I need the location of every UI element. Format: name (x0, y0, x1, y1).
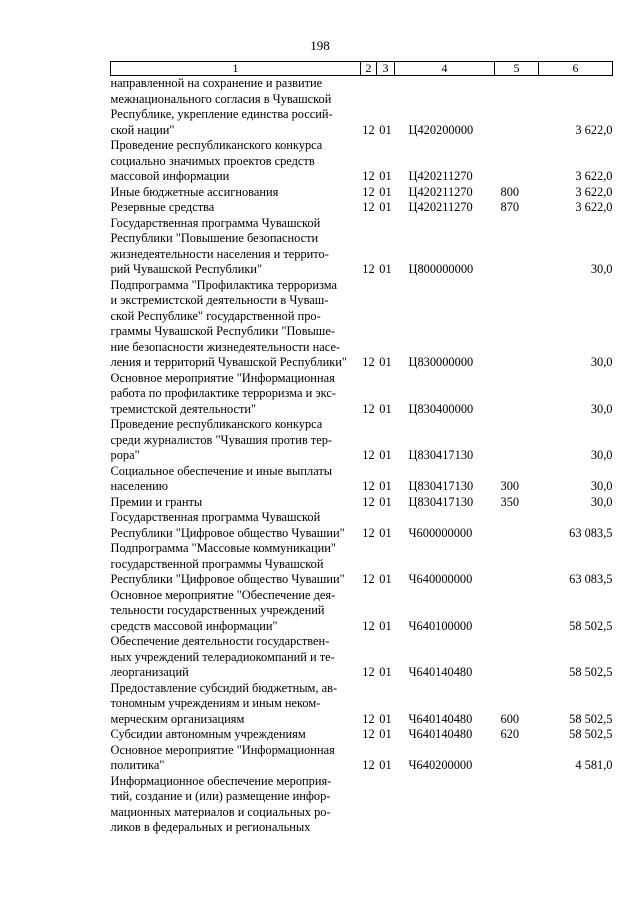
row-name-line: Предоставление субсидий бюджетным, ав- (110, 680, 338, 695)
row-target-article: Ч600000000 (408, 525, 473, 540)
row-section: 12 (362, 122, 375, 137)
table-row (111, 76, 613, 139)
table-row (111, 278, 613, 371)
row-name-line: Проведение республиканского конкурса (110, 138, 323, 152)
row-name-line: леорганизаций (110, 665, 189, 679)
row-subsection (377, 774, 395, 836)
row-amount: 58 502,5 (569, 711, 613, 726)
row-name (111, 76, 361, 139)
row-amount: 30,0 (590, 401, 613, 416)
row-expense-type: 870 (500, 200, 520, 214)
table-row (111, 588, 613, 635)
table-header (111, 62, 613, 76)
row-name-line: населению (110, 479, 168, 493)
row-name-line: политика" (110, 758, 165, 772)
row-name-line: социально значимых проектов средств (110, 153, 315, 168)
row-name-line: ления и территорий Чувашской Республики" (110, 355, 347, 369)
row-subsection: 01 (379, 169, 392, 183)
row-section: 12 (362, 711, 375, 726)
table-row (111, 216, 613, 278)
row-name-line: Иные бюджетные ассигнования (110, 184, 279, 199)
row-section: 12 (362, 262, 375, 276)
row-target-article: Ч640100000 (408, 618, 473, 633)
header-row (111, 62, 613, 76)
row-target-article: Ц830400000 (408, 401, 474, 416)
table-row (111, 774, 613, 836)
row-name-line: и экстремистской деятельности в Чуваш- (110, 293, 329, 307)
row-name (111, 495, 361, 511)
row-amount: 58 502,5 (569, 727, 613, 741)
row-name-line: рора" (110, 448, 140, 462)
row-target-article: Ц830417130 (408, 479, 474, 493)
row-expense-type: 800 (500, 184, 520, 199)
row-name (111, 727, 361, 743)
row-name (111, 371, 361, 418)
row-target-article: Ц830417130 (408, 494, 474, 509)
row-name-line: Обеспечение деятельности государствен- (110, 634, 330, 648)
row-amount: 63 083,5 (569, 525, 613, 540)
row-target-article: Ц420211270 (408, 169, 473, 183)
row-section: 12 (362, 727, 375, 741)
row-name-line: ской нации" (110, 122, 175, 137)
row-expense-type (495, 774, 539, 836)
row-name-line: Основное мероприятие "Информационная (110, 370, 335, 385)
table-row (111, 464, 613, 495)
row-name (111, 417, 361, 464)
row-section: 12 (362, 401, 375, 416)
table-body (111, 76, 613, 836)
row-name-line: Информационное обеспечение мероприя- (110, 773, 332, 788)
row-name-line: Проведение республиканского конкурса (110, 417, 323, 431)
row-name-line: Основное мероприятие "Обеспечение дея- (110, 587, 336, 602)
row-amount: 30,0 (590, 355, 613, 369)
row-amount: 3 622,0 (575, 200, 613, 214)
row-subsection: 01 (379, 727, 392, 741)
row-amount: 3 622,0 (575, 122, 613, 137)
row-name-line: Резервные средства (110, 200, 215, 214)
row-expense-type (495, 588, 539, 635)
row-name-line: жизнедеятельности населения и террито- (110, 246, 329, 261)
row-name-line: Премии и гранты (110, 494, 203, 509)
row-expense-type (495, 371, 539, 418)
row-section: 12 (362, 200, 375, 214)
row-section: 12 (362, 572, 375, 586)
row-name (111, 774, 361, 836)
row-name (111, 464, 361, 495)
table-row (111, 510, 613, 541)
row-subsection: 01 (379, 711, 392, 726)
row-name (111, 681, 361, 728)
table-row (111, 495, 613, 511)
row-name-line: граммы Чувашской Республики "Повыше- (110, 324, 335, 338)
row-subsection: 01 (379, 479, 392, 493)
row-target-article: Ц420211270 (408, 184, 473, 199)
table-row (111, 185, 613, 201)
row-name-line: Подпрограмма "Массовые коммуникации" (110, 541, 336, 555)
row-subsection: 01 (379, 184, 392, 199)
column-header-name: 1 (111, 62, 361, 76)
table-row (111, 371, 613, 418)
row-name-line: межнационального согласия в Чувашской (110, 91, 332, 106)
row-subsection: 01 (379, 665, 392, 679)
row-section: 12 (362, 618, 375, 633)
table-row (111, 417, 613, 464)
row-target-article: Ц420211270 (408, 200, 473, 214)
row-name-line: Государственная программа Чувашской (110, 510, 321, 524)
row-amount: 63 083,5 (569, 572, 613, 586)
row-subsection: 01 (379, 572, 392, 586)
row-name-line: работа по профилактике терроризма и экс- (110, 386, 336, 400)
column-header-amount: 6 (539, 62, 613, 76)
row-expense-type (495, 138, 539, 185)
row-target-article: Ч640200000 (408, 758, 473, 772)
row-subsection: 01 (379, 525, 392, 540)
row-subsection: 01 (379, 262, 392, 276)
row-section: 12 (362, 494, 375, 509)
row-name-line: средств массовой информации" (110, 618, 278, 633)
row-subsection: 01 (379, 122, 392, 137)
row-subsection: 01 (379, 200, 392, 214)
row-name-line: ние безопасности жизнедеятельности насе- (110, 339, 341, 354)
row-expense-type (495, 76, 539, 139)
row-expense-type (495, 743, 539, 774)
row-section: 12 (362, 758, 375, 772)
row-name-line: мерческим организациям (110, 711, 245, 726)
row-section: 12 (362, 184, 375, 199)
row-subsection: 01 (379, 618, 392, 633)
row-name-line: Подпрограмма "Профилактика терроризма (110, 277, 337, 292)
row-amount (539, 774, 613, 836)
row-section: 12 (362, 355, 375, 369)
row-name-line: ской Республике" государственной про- (110, 308, 321, 323)
row-amount: 30,0 (590, 479, 613, 493)
row-section: 12 (362, 169, 375, 183)
row-subsection: 01 (379, 401, 392, 416)
table-row (111, 743, 613, 774)
row-name-line: рий Чувашской Республики" (110, 262, 263, 276)
row-expense-type (495, 417, 539, 464)
row-name-line: государственной программы Чувашской (110, 556, 324, 571)
column-header-expense-type: 5 (495, 62, 539, 76)
table-row (111, 200, 613, 216)
row-amount: 4 581,0 (575, 758, 613, 772)
row-name (111, 216, 361, 278)
row-name-line: мационных материалов и социальных ро- (110, 804, 331, 819)
row-target-article: Ч640000000 (408, 572, 473, 586)
row-section: 12 (362, 665, 375, 679)
row-target-article: Ц420200000 (408, 122, 474, 137)
row-name (111, 743, 361, 774)
table-row (111, 681, 613, 728)
table-row (111, 541, 613, 588)
row-subsection: 01 (379, 758, 392, 772)
row-name-line: Субсидии автономным учреждениям (110, 727, 306, 741)
row-name-line: направленной на сохранение и развитие (110, 76, 323, 90)
row-expense-type (495, 510, 539, 541)
row-amount: 58 502,5 (569, 665, 613, 679)
row-section: 12 (362, 448, 375, 462)
row-name (111, 510, 361, 541)
row-subsection: 01 (379, 448, 392, 462)
column-header-target-article: 4 (395, 62, 495, 76)
page-number: 198 (310, 38, 330, 53)
row-name-line: тий, создание и (или) размещение инфор- (110, 789, 331, 803)
row-amount: 30,0 (590, 262, 613, 276)
row-expense-type (495, 634, 539, 681)
row-subsection: 01 (379, 494, 392, 509)
row-target-article: Ц830000000 (408, 355, 474, 369)
row-name (111, 200, 361, 216)
row-expense-type (495, 278, 539, 371)
budget-table (110, 61, 613, 836)
row-name (111, 588, 361, 635)
row-expense-type: 620 (500, 727, 520, 741)
row-section: 12 (362, 479, 375, 493)
row-expense-type (495, 541, 539, 588)
row-expense-type: 350 (500, 494, 520, 509)
row-expense-type: 300 (500, 479, 520, 493)
row-target-article: Ц830417130 (408, 448, 474, 462)
row-name (111, 185, 361, 201)
row-name-line: Республики "Повышение безопасности (110, 231, 319, 245)
row-amount: 30,0 (590, 494, 613, 509)
row-name-line: ликов в федеральных и региональных (110, 820, 311, 834)
row-section (361, 774, 377, 836)
row-subsection: 01 (379, 355, 392, 369)
row-name-line: Государственная программа Чувашской (110, 215, 321, 230)
row-target-article: Ч640140480 (408, 665, 473, 679)
row-expense-type: 600 (500, 711, 520, 726)
column-header-section: 2 (361, 62, 377, 76)
row-target-article: Ч640140480 (408, 711, 473, 726)
row-target-article: Ч640140480 (408, 727, 473, 741)
row-name (111, 138, 361, 185)
row-name-line: тельности государственных учреждений (110, 603, 325, 617)
row-section: 12 (362, 525, 375, 540)
row-name (111, 541, 361, 588)
row-name (111, 278, 361, 371)
row-name-line: Республики "Цифровое общество Чувашии" (110, 525, 345, 540)
row-name-line: ных учреждений телерадиокомпаний и те- (110, 649, 335, 664)
row-amount: 58 502,5 (569, 618, 613, 633)
row-amount: 30,0 (590, 448, 613, 462)
row-name-line: Республики "Цифровое общество Чувашии" (110, 572, 345, 586)
row-name-line: среди журналистов "Чувашия против тер- (110, 432, 333, 447)
row-name (111, 634, 361, 681)
column-header-subsection: 3 (377, 62, 395, 76)
row-amount: 3 622,0 (575, 184, 613, 199)
row-expense-type (495, 216, 539, 278)
row-name-line: массовой информации (110, 169, 230, 183)
table-row (111, 727, 613, 743)
row-name-line: Республике, укрепление единства россий- (110, 107, 333, 121)
row-name-line: Основное мероприятие "Информационная (110, 742, 335, 757)
table-row (111, 138, 613, 185)
row-name-line: Социальное обеспечение и иные выплаты (110, 463, 333, 478)
row-amount: 3 622,0 (575, 169, 613, 183)
row-name-line: тремистской деятельности" (110, 401, 257, 416)
row-target-article: Ц800000000 (408, 262, 474, 276)
row-name-line: тономным учреждениям и иным неком- (110, 696, 321, 710)
row-target-article (395, 774, 495, 836)
table-row (111, 634, 613, 681)
